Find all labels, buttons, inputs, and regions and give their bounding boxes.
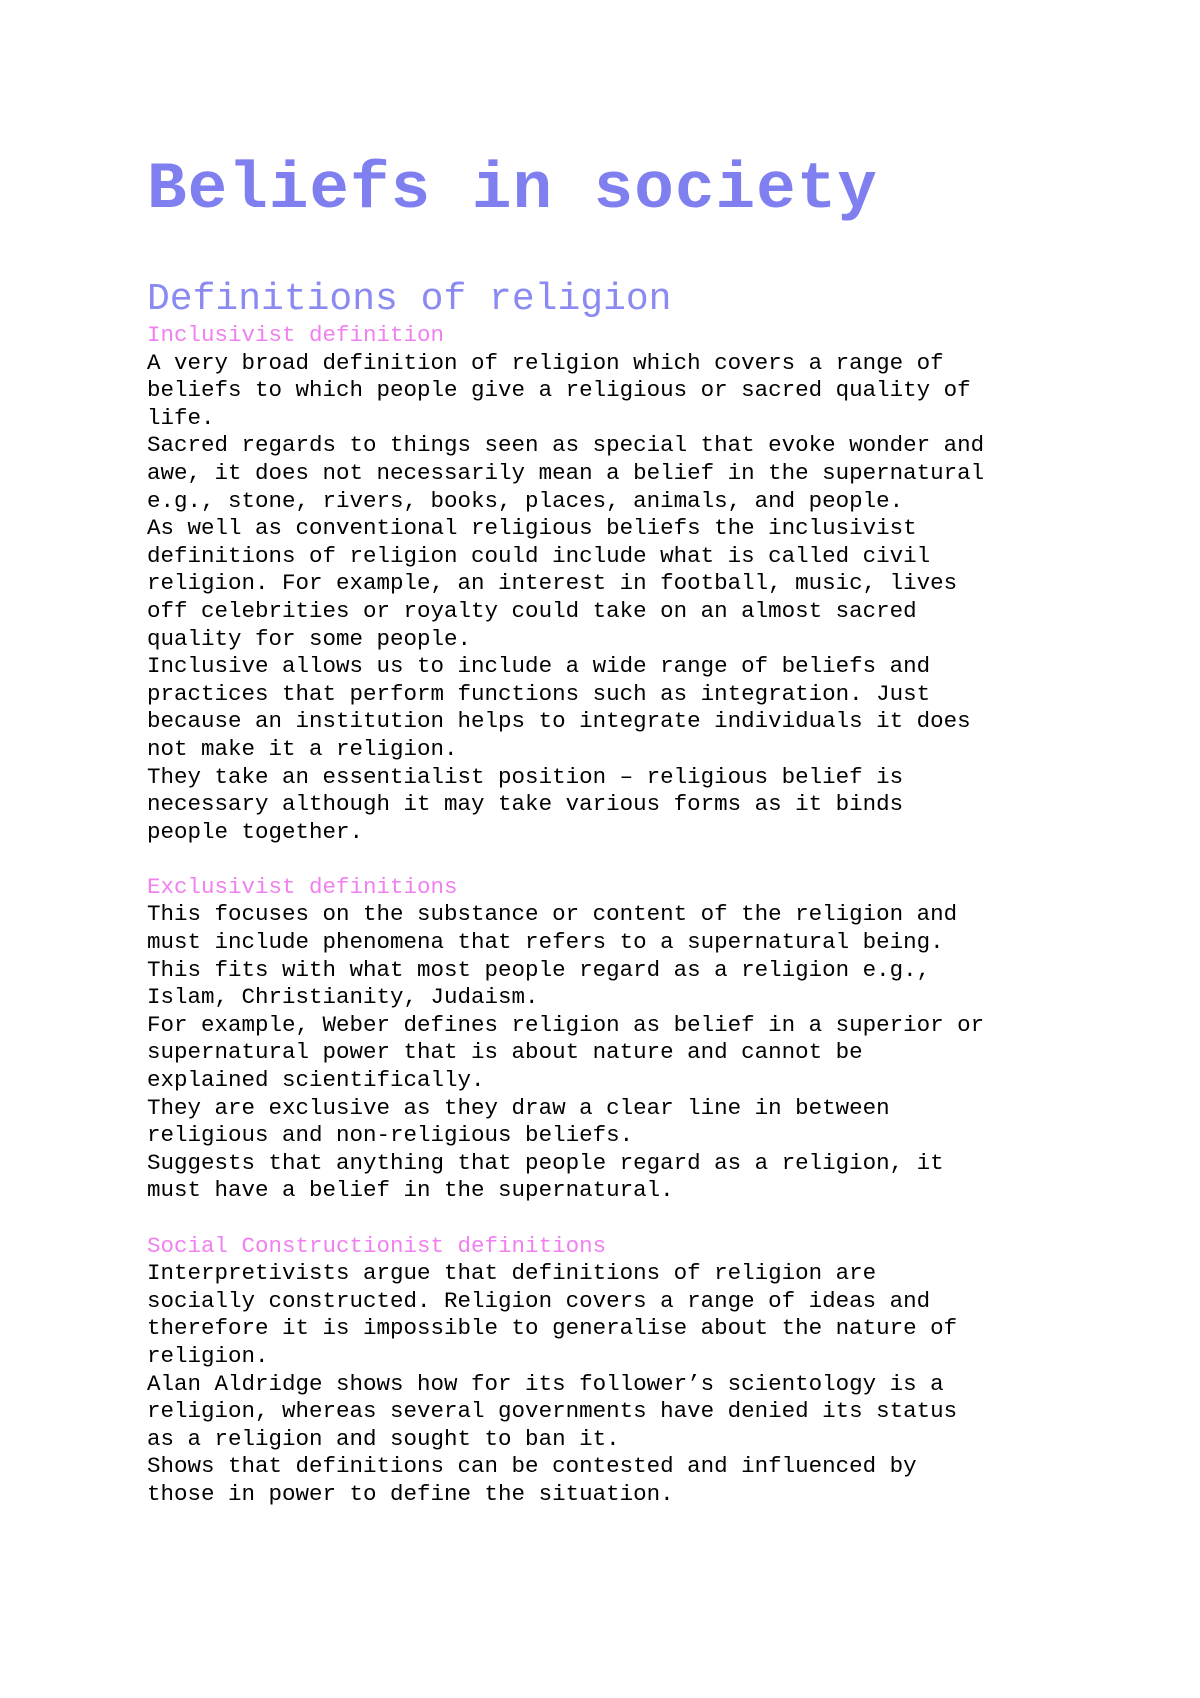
text-line: Suggests that anything that people regard as a religion, it bbox=[147, 1149, 944, 1176]
document-title: Beliefs in society bbox=[147, 152, 878, 227]
subsection-heading: Inclusivist definition bbox=[147, 322, 445, 348]
text-line: not make it a religion. bbox=[147, 735, 458, 762]
spacer bbox=[147, 846, 1147, 874]
text-line: This fits with what most people regard as a religion e.g., bbox=[147, 956, 931, 983]
text-line: must have a belief in the supernatural. bbox=[147, 1177, 674, 1204]
text-line: e.g., stone, rivers, books, places, animals, and people. bbox=[147, 487, 904, 514]
section-heading: Definitions of religion bbox=[147, 278, 672, 321]
document-page bbox=[147, 150, 1147, 1509]
text-line: Shows that definitions can be contested and influenced by bbox=[147, 1453, 917, 1480]
text-line: Sacred regards to things seen as special that evoke wonder and bbox=[147, 432, 985, 459]
text-line: socially constructed. Religion covers a range of ideas and bbox=[147, 1287, 931, 1314]
text-line: awe, it does not necessarily mean a belief in the supernatural bbox=[147, 459, 985, 486]
text-line: those in power to define the situation. bbox=[147, 1480, 674, 1507]
text-line: This focuses on the substance or content of the religion and bbox=[147, 901, 958, 928]
text-line: off celebrities or royalty could take on an almost sacred bbox=[147, 597, 917, 624]
paragraph-block bbox=[147, 901, 1147, 1205]
text-line: As well as conventional religious beliefs the inclusivist bbox=[147, 515, 917, 542]
text-line: definitions of religion could include what is called civil bbox=[147, 542, 931, 569]
text-line: explained scientifically. bbox=[147, 1067, 485, 1094]
text-line: people together. bbox=[147, 818, 364, 845]
text-line: supernatural power that is about nature and cannot be bbox=[147, 1039, 863, 1066]
text-line: practices that perform functions such as integration. Just bbox=[147, 680, 931, 707]
text-line: religion. For example, an interest in football, music, lives bbox=[147, 570, 958, 597]
text-line: Inclusive allows us to include a wide range of beliefs and bbox=[147, 653, 931, 680]
text-line: A very broad definition of religion which covers a range of bbox=[147, 349, 944, 376]
subsection-exclusivist bbox=[147, 874, 1147, 1205]
text-line: religion. bbox=[147, 1342, 269, 1369]
subsection-inclusivist bbox=[147, 322, 1147, 846]
paragraph-block bbox=[147, 1260, 1147, 1508]
text-line: Islam, Christianity, Judaism. bbox=[147, 984, 539, 1011]
paragraph-block bbox=[147, 350, 1147, 847]
text-line: They are exclusive as they draw a clear line in between bbox=[147, 1094, 890, 1121]
text-line: life. bbox=[147, 404, 215, 431]
text-line: Interpretivists argue that definitions of religion are bbox=[147, 1260, 877, 1287]
subsection-heading: Exclusivist definitions bbox=[147, 873, 458, 900]
subsection-social-constructionist bbox=[147, 1233, 1147, 1509]
text-line: Alan Aldridge shows how for its follower’s scientology is a bbox=[147, 1370, 944, 1397]
text-line: For example, Weber defines religion as belief in a superior or bbox=[147, 1011, 985, 1038]
text-line: quality for some people. bbox=[147, 625, 472, 652]
text-line: religious and non-religious beliefs. bbox=[147, 1122, 634, 1149]
text-line: necessary although it may take various forms as it binds bbox=[147, 791, 904, 818]
spacer bbox=[147, 1205, 1147, 1233]
text-line: religion, whereas several governments have denied its status bbox=[147, 1398, 958, 1425]
text-line: as a religion and sought to ban it. bbox=[147, 1425, 620, 1452]
text-line: must include phenomena that refers to a supernatural being. bbox=[147, 929, 944, 956]
text-line: beliefs to which people give a religious or sacred quality of bbox=[147, 377, 971, 404]
text-line: therefore it is impossible to generalise about the nature of bbox=[147, 1315, 958, 1342]
text-line: They take an essentialist position – religious belief is bbox=[147, 763, 904, 790]
subsection-heading: Social Constructionist definitions bbox=[147, 1232, 607, 1259]
text-line: because an institution helps to integrate individuals it does bbox=[147, 708, 971, 735]
